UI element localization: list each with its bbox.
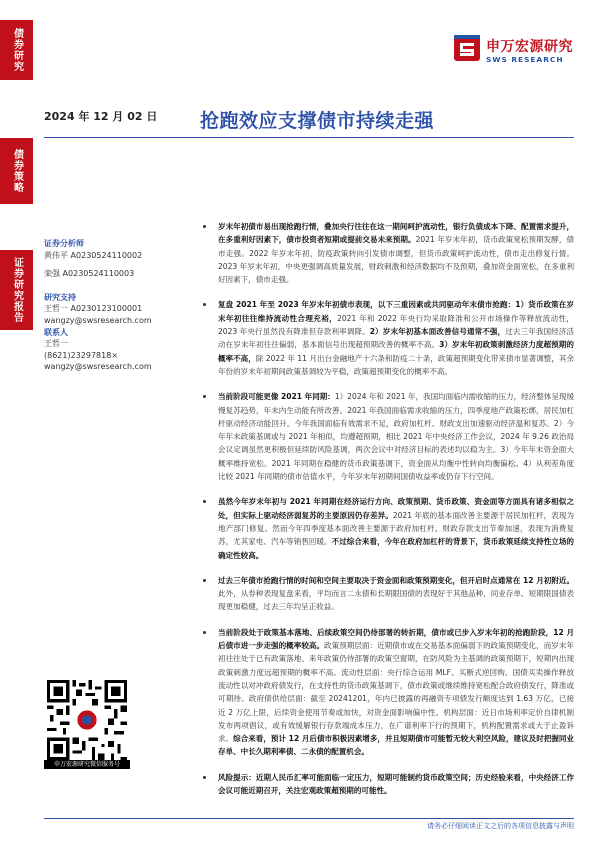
- paragraph-lead: 岁末年初债市易出现抢跑行情，叠加央行往往在这一期间呵护流动性，银行负债成本下降、配置需求提升，在多重利好因素下，债市投资者短期或提前交易未来预期。: [218, 222, 574, 245]
- summary-paragraph: [218, 390, 574, 483]
- paragraph-emphasis: 3）岁末年初政策刺激经济力度超预期的概率不高，: [218, 340, 574, 363]
- paragraph-text: 2021 年和 2022 年央行均采取降准和公开市场操作等释放流动性，2023 年央行虽然没有降准但存款利率调降。: [218, 313, 574, 337]
- bullet-icon: [203, 303, 206, 306]
- bullet-icon: [203, 776, 206, 779]
- research-support-email[interactable]: wangzy@swsresearch.com: [44, 315, 152, 325]
- research-support-header: 研究支持: [44, 292, 76, 302]
- section-tab-bond-strategy: 债券策略: [0, 138, 33, 204]
- paragraph-text: 此外，从券种表现复盘来看，平均而言二永债和长期限国债的表现好于其他品种，同业存单、短期限国债表现更加稳健，过去三年均呈正收益。: [218, 589, 574, 612]
- paragraph-text: 政策预期层面：近期债市或在交易基本面偏弱下的政策预期变化，而岁末年初往往处于已有政策落地、来年政策仍待部署的政策空窗期，在防风险为主基调的政策预期下，短期内出现政策刺激力度远超预期的概率不高。流动性层面：央行综合运用 MLF、买断式逆回购、国债买卖操作释放流动性以对冲政府债发行，在支持性的货币政策基调下，债市政策或继续维持宽松配合政府债发行，降准或可期待。政府债供给层面：截至 20241201，年内已披露的再融资专项债发行额度达到 1.63 万亿，已接近 2 万亿上限，后续资金使用节奏或加快，对资金面影响偏中性。机构层面：近日市场利率定价自律机制发布两项倡议，或有效缓解银行存款端成本压力，在广谱利率下行的预期下，机构配置需求或大于止盈诉求。: [218, 641, 574, 744]
- paragraph-lead: 风险提示：近期人民币汇率可能面临一定压力，短期可能制约货币政策空间；历史经验来看，中央经济工作会议可能近期召开，关注宏观政策超预期的可能性。: [218, 772, 574, 795]
- footer-divider: [44, 818, 574, 819]
- paragraph-emphasis: 不过综合来看，今年在政府加杠杆的背景下，货币政策延续支持性立场的确定性较高。: [218, 537, 574, 560]
- qr-caption: 申万宏源研究微信服务号: [44, 760, 130, 769]
- paragraph-text: 2021 年岁末年初，货币政策宽松预期发酵，债市走强。2022 年岁末年初，防疫政策转向引发债市调整，但货币政策呵护流动性，债市走出修复行情。2023 年岁末年初，中央更强调高质量发展，财政刺激和经济数据均不及预期，叠加资金面宽松，在多重利好因素下，债市走强。: [218, 235, 574, 285]
- paragraph-emphasis: 综合来看，预计 12 月后债市积极因素增多，并且短期债市可能暂无较大利空风险，建议及时把握同业存单、中长久期利率债、二永债的配置机会。: [218, 734, 574, 757]
- section-tab-bond-research: 债券研究: [0, 20, 33, 80]
- contact-phone: (8621)23297818×: [44, 350, 119, 360]
- research-support-line: 王哲一 A0230123100001: [44, 304, 143, 314]
- paragraph-text: 过去三年我国经济活动在岁末年初往往偏弱，基本面信号出现超预期改善的概率不高。: [218, 327, 574, 350]
- contact-header: 联系人: [44, 327, 68, 337]
- logo-text-en: SWS RESEARCH: [486, 55, 564, 64]
- risk-paragraph: [218, 771, 574, 798]
- report-date: 2024 年 12 月 02 日: [44, 110, 158, 123]
- analyst-header: 证券分析师: [44, 239, 84, 248]
- paragraph-emphasis: 2）岁末年初基本面改善信号通常不强，: [369, 327, 506, 337]
- contact-email[interactable]: wangzy@swsresearch.com: [44, 362, 152, 372]
- bullet-icon: [203, 225, 206, 228]
- sws-logo-icon: [452, 32, 482, 62]
- logo-text-cn: 申万宏源研究: [486, 39, 573, 55]
- bullet-icon: [203, 500, 206, 503]
- summary-paragraph: [218, 220, 574, 286]
- paragraph-lead: 虽然今年岁末年初与 2021 年同期在经济运行方向、政策预期、货币政策、资金面等方面具有诸多相似之处，但实际上驱动经济弱复苏的主要原因仍存差异。: [218, 497, 574, 520]
- report-title: 抢跑效应支撑债市持续走强: [200, 110, 435, 132]
- summary-paragraph: [218, 298, 574, 378]
- summary-paragraph: [218, 574, 574, 614]
- paragraph-text: 1）2024 年和 2021 年，我国均面临内需收缩的压力，经济整体呈现缓慢复苏趋势，年末内生动能有所改善。2021 年我国面临需求收缩的压力，四季度地产政策松绑，居民加杠杆驱动经济动能回升。今年我国面临有效需求不足，政府加杠杆、财政支出加速驱动经济温和复苏。2）今年年末政策基调或与 2021 年相似，均遵超预期，相比 2021 年中央经济工作会议，2024 年 9.26 政治局会议定调虽然更积极但延续防风险基调，两次会议中对经济目标的表述均以稳为主。3）今年年末资金面大概率维持宽松。2021 年同期在稳健的货币政策基调下，资金面从均衡中性转向均衡偏松。4）从利差角度比较 2021 年同期的债市估值水平，今年岁末年初期间国债收益率或仍存下行空间。: [218, 392, 574, 482]
- sws-logo: [452, 30, 572, 72]
- analyst-block: [44, 238, 152, 373]
- section-tab-securities-report: 证券研究报告: [0, 250, 33, 330]
- paragraph-text: 除 2022 年 11 月出台金融地产十六条和防疫二十条，政策超预期变化带来债市显著调整，其余年份的岁末年初期间政策基调较为平稳，政策超预期变化的概率不高。: [218, 353, 574, 376]
- report-body: [218, 220, 574, 809]
- paragraph-lead: 当前阶段可能更像 2021 年同期：: [218, 392, 335, 402]
- analyst-line: 黄伟平 A0230524110002: [44, 250, 143, 260]
- paragraph-lead: 复盘 2021 年至 2023 年岁末年初债市表现，以下三重因素或共同驱动年末债市抢跑：1）货币政策在岁末年初往往维持流动性合理充裕，: [218, 300, 574, 323]
- header-divider: [44, 137, 574, 138]
- footer-disclaimer: 请务必仔细阅读正文之后的各项信息披露与声明: [427, 822, 574, 830]
- bullet-icon: [203, 631, 206, 634]
- qr-code-icon: [47, 680, 127, 760]
- paragraph-lead: 当前阶段处于政策基本落地、后续政策空间仍待部署的转折期，债市或已步入岁末年初的抢跑阶段，12 月后债市进一步走强的概率较高。: [218, 627, 574, 651]
- bullet-icon: [203, 579, 206, 582]
- paragraph-lead: 过去三年债市抢跑行情的时间和空间主要取决于资金面和政策预期变化，但开启时点通常在 12 月初附近。: [218, 575, 574, 585]
- analyst-line: 栾强 A0230524110003: [44, 269, 135, 279]
- bullet-icon: [203, 395, 206, 398]
- summary-paragraph: [218, 495, 574, 561]
- paragraph-text: 2021 年底的基本面改善主要源于居民加杠杆，表现为地产部门修复。然而今年四季度基本面改善主要源于政府加杠杆、财政存款支出节奏加速，表现为消费复苏，尤其家电、汽车等销售回暖。: [218, 510, 574, 547]
- summary-paragraph: [218, 626, 574, 759]
- contact-name: 王哲一: [44, 339, 68, 349]
